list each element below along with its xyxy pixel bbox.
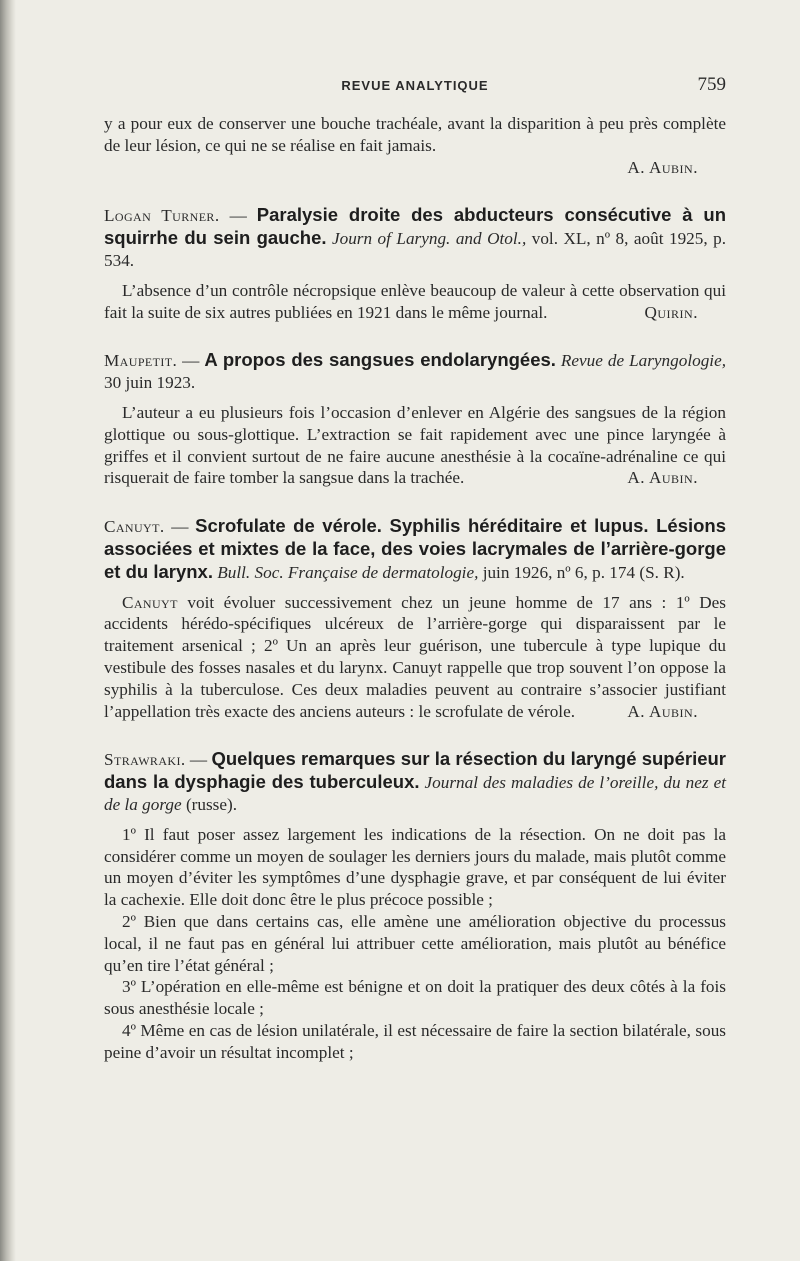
entry-author: Logan Turner. (104, 206, 220, 226)
book-spine-shadow (0, 0, 16, 1261)
running-title: REVUE ANALYTIQUE (341, 78, 489, 93)
entry-heading: Logan Turner. — Paralysie droite des abducteurs consécutive à un squirrhe du sein gauche. Journ of Laryng. and Otol., vol. XL, nº 8, août 1925, p. 534. (104, 204, 727, 270)
point-4: 4º Même en cas de lésion unilatérale, il est nécessaire de faire la section bilatérale, sous peine d’avoir un résultat incomplet ; (104, 1020, 726, 1062)
entry-heading: Maupetit. — A propos des sangsues endolaryngées. Revue de Laryngologie, 30 juin 1923. (104, 349, 726, 393)
entry-journal: Journ of Laryng. and Otol., (331, 229, 527, 249)
entry-journal: Bull. Soc. Française de dermatologie, (217, 562, 479, 582)
entry-reference: (russe). (185, 794, 238, 814)
entry-summary: L’auteur a eu plusieurs fois l’occasion d’enlever en Algérie des sangsues de la région glottique ou sous-glottique. L’extraction se fait rapidement avec une pince laryngée à griffes et il convient surtout de ne faire aucune anesthésie à la cocaïne-adrénaline ce qui risquerait de faire tomber la sangsue dans la trachée. A. Aubin. (104, 402, 726, 488)
point-1: 1º Il faut poser assez largement les indications de la résection. On ne doit pas la considérer comme un moyen de soulager les derniers jours du malade, mais plutôt comme un moyen d’éviter les symptômes d’une dysphagie grave, et par conséquent de lui éviter la cachexie. Elle doit donc être le plus précoce possible ; (104, 824, 726, 910)
entry-points (104, 824, 726, 1064)
entry-title: Quelques remarques sur la résection du laryngé supérieur dans la dysphagie des tuberculeux. (104, 748, 727, 793)
entry-journal: Revue de Laryngologie, (560, 351, 726, 371)
entry-summary: L’absence d’un contrôle nécropsique enlève beaucoup de valeur à cette observation qui fait la suite de six autres publiées en 1921 dans le même journal. Quirin. (104, 280, 726, 322)
intro-signature: A. Aubin. (627, 157, 698, 177)
entry-title: Scrofulate de vérole. Syphilis héréditaire et lupus. Lésions associées et mixtes de la face, des voies lacrymales de l’arrière-gorge et du larynx. (104, 515, 727, 582)
page-number: 759 (697, 74, 726, 95)
entry-reference: vol. XL, nº 8, août 1925, p. 534. (104, 229, 727, 270)
intro-text: y a pour eux de conserver une bouche trachéale, avant la disparition à peu près complète de leur lésion, ce qui ne se réalise en fait jamais. (104, 114, 726, 155)
entry-heading: Canuyt. — Scrofulate de vérole. Syphilis héréditaire et lupus. Lésions associées et mixtes de la face, des voies lacrymales de l’arrière-gorge et du larynx. Bull. Soc. Française de dermatologie, juin 1926, nº 6, p. 174 (S. R). (104, 515, 727, 582)
intro-paragraph (104, 113, 726, 178)
entry-signature: A. Aubin. (627, 701, 698, 721)
entry-title: A propos des sangsues endolaryngées. (204, 349, 556, 371)
entry-signature: Quirin. (644, 302, 698, 322)
point-2: 2º Bien que dans certains cas, elle amène une amélioration objective du processus local, il ne faut pas en général lui attribuer cette amélioration, mais plutôt au bénéfice qu’en tire l’état général ; (104, 911, 726, 975)
entry-signature: A. Aubin. (627, 468, 698, 488)
review-entry-canuyt (104, 515, 726, 722)
page-body (104, 113, 726, 1063)
review-entry-strawraki (104, 748, 726, 1063)
summary-author: Canuyt (122, 592, 178, 612)
entry-author: Strawraki. (104, 750, 186, 770)
entry-author: Canuyt. (104, 517, 165, 537)
running-head (104, 74, 726, 96)
review-entry-maupetit (104, 349, 726, 489)
entry-title: Paralysie droite des abducteurs consécutive à un squirrhe du sein gauche. (104, 204, 726, 249)
entry-heading: Strawraki. — Quelques remarques sur la résection du laryngé supérieur dans la dysphagie des tuberculeux. Journal des maladies de l’oreille, du nez et de la gorge (russe). (104, 748, 727, 814)
entry-author: Maupetit. (104, 351, 178, 371)
entry-reference: 30 juin 1923. (104, 373, 196, 393)
entry-reference: juin 1926, nº 6, p. 174 (S. R). (482, 562, 685, 582)
point-3: 3º L’opération en elle-même est bénigne et on doit la pratiquer des deux côtés à la fois sous anesthésie locale ; (104, 977, 726, 1019)
review-entry-turner (104, 204, 726, 323)
entry-journal: Journal des maladies de l’oreille, du nez et de la gorge (104, 773, 726, 814)
entry-summary: Canuyt voit évoluer successivement chez un jeune homme de 17 ans : 1º Des accidents hérédo-spécifiques ulcéreux de l’arrière-gorge qui disparaissent par le traitement arsenical ; 2º Un an après leur guérison, une tubercule à type lupique du vestibule des fosses nasales et du larynx. Canuyt rappelle que trop souvent l’on oppose la syphilis à la tuberculose. Ces deux maladies peuvent au contraire s’associer justifiant l’appellation très exacte des anciens auteurs : le scrofulate de vérole. A. Aubin. (104, 592, 726, 721)
